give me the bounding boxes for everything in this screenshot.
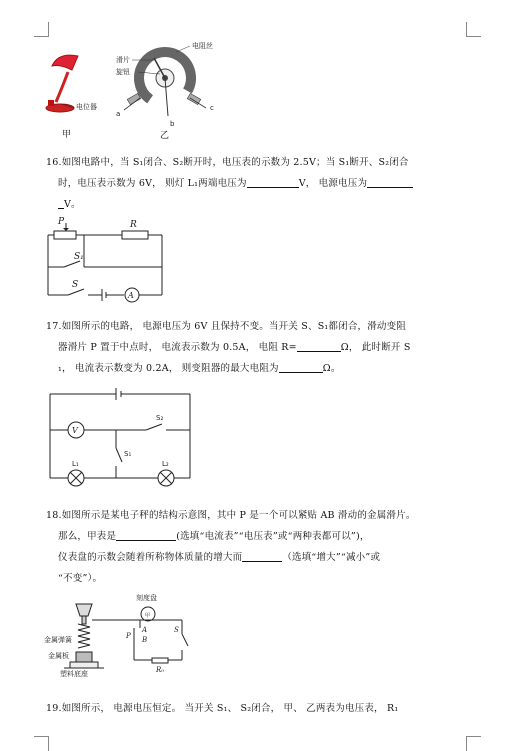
q18-blank-trend[interactable] (242, 551, 282, 562)
q17-L2-label: L₂ (162, 460, 169, 468)
potentiometer-label-svg (72, 101, 112, 113)
terminal-c-label: c (210, 104, 214, 112)
q18-plate-label: 金属板 (48, 652, 69, 660)
q16-S-label: S (72, 280, 79, 290)
q17-line2b: Ω， 此时断开 S (340, 342, 411, 353)
q18-R0-label: R₀ (156, 666, 165, 674)
crop-mark-top-left (34, 22, 49, 37)
terminal-b-label: b (170, 120, 175, 128)
potentiometer-figure (110, 38, 230, 128)
q17-blank-max-resistance[interactable] (279, 362, 323, 373)
q18-scale-diagram (44, 592, 204, 682)
question-18 (46, 505, 416, 589)
q16-line3-text: V。 (64, 199, 81, 210)
crop-mark-top-right (466, 22, 481, 37)
q16-line1: 16.如图电路中，当 S₁闭合、S₂断开时，电压表的示数为 2.5V；当 S₁断开、S₂闭合 (46, 157, 409, 168)
q18-P-label: P (126, 632, 131, 640)
q16-circuit-diagram (44, 215, 174, 305)
q18-line2 (46, 526, 416, 547)
q18-base-label: 塑料底座 (60, 670, 88, 678)
q17-line2a: 器滑片 P 置于中点时， 电流表示数为 0.5A， 电阻 R= (58, 342, 297, 353)
crop-mark-bottom-right (466, 736, 481, 751)
q17-blank-resistance[interactable] (297, 341, 341, 352)
q17-circuit (46, 386, 196, 486)
q18-B-label: B (142, 636, 148, 644)
q18-line4: “不变”）。 (58, 573, 103, 584)
q17-S1-label: S₁ (124, 450, 132, 458)
terminal-a-label: a (116, 110, 121, 118)
q17-line2 (46, 337, 411, 358)
q18-line3 (46, 547, 416, 568)
crop-mark-bottom-left (34, 736, 49, 751)
q17-circuit-diagram (46, 386, 196, 486)
q18-line1: 18.如图所示是某电子秤的结构示意图，其中 P 是一个可以紧贴 AB 滑动的金属滑片。 (46, 510, 416, 521)
q16-line2a: 时，电压表示数为 6V， 则灯 L₁两端电压为 (58, 178, 247, 189)
q16-line3 (46, 194, 413, 215)
q16-line2b: V， 电源电压为 (298, 178, 368, 189)
q16-P-label: P (58, 217, 65, 227)
potentiometer-label: 电位器 (76, 103, 97, 111)
q18-line3a: 仪表盘的示数会随着所称物体质量的增大而 (58, 552, 243, 563)
q19-line1: 19.如图所示， 电源电压恒定。 当开关 S₁、 S₂闭合， 甲、 乙两表为电压表， R₁ (46, 703, 399, 714)
q17-line3b: Ω。 (322, 363, 341, 374)
q18-line3b: （选填“增大”“减小”或 (282, 552, 381, 563)
slider-label: 滑片 (116, 56, 130, 64)
q17-line1: 17.如图所示的电路， 电源电压为 6V 且保持不变。当开关 S、S₁都闭合，滑动变阻 (46, 321, 407, 332)
q18-blank-meter-type[interactable] (116, 530, 176, 541)
q18-line2b: (选填“电流表”“电压表”或“两种表都可以”)， (176, 531, 370, 542)
q18-dial-label: 刻度盘 (136, 594, 157, 602)
q17-S2-label: S₂ (156, 414, 164, 422)
q18-S-label: S (174, 626, 179, 634)
q17-line3 (46, 358, 411, 379)
q18-A-label: A (142, 626, 148, 634)
q17-voltmeter-label: V (72, 426, 78, 435)
question-16 (46, 152, 413, 215)
q18-jia-label: 甲 (145, 613, 151, 619)
q17-L1-label: L₁ (72, 460, 79, 468)
q18-spring-label: 金属弹簧 (44, 636, 72, 644)
q16-R-label: R (130, 220, 137, 230)
q16-blank-source-voltage[interactable] (367, 177, 413, 188)
q18-scale-figure (44, 592, 204, 682)
q16-S1-label: S₁ (74, 252, 84, 262)
q18-line2a: 那么，甲表是 (58, 531, 117, 542)
q16-ammeter-label: A (128, 291, 134, 300)
resistance-wire-label: 电阻丝 (192, 42, 213, 50)
potentiometer-drawing (110, 38, 230, 128)
q16-circuit (44, 215, 174, 305)
q17-line3a: ₁， 电流表示数变为 0.2A， 则变阻器的最大电阻为 (58, 363, 279, 374)
question-19 (46, 698, 398, 719)
q16-blank-l1-voltage[interactable] (247, 177, 299, 188)
caption-jia: 甲 (62, 130, 72, 140)
caption-yi: 乙 (160, 131, 170, 141)
q16-line2 (46, 173, 413, 194)
question-17 (46, 316, 411, 379)
knob-label: 旋钮 (116, 68, 130, 76)
